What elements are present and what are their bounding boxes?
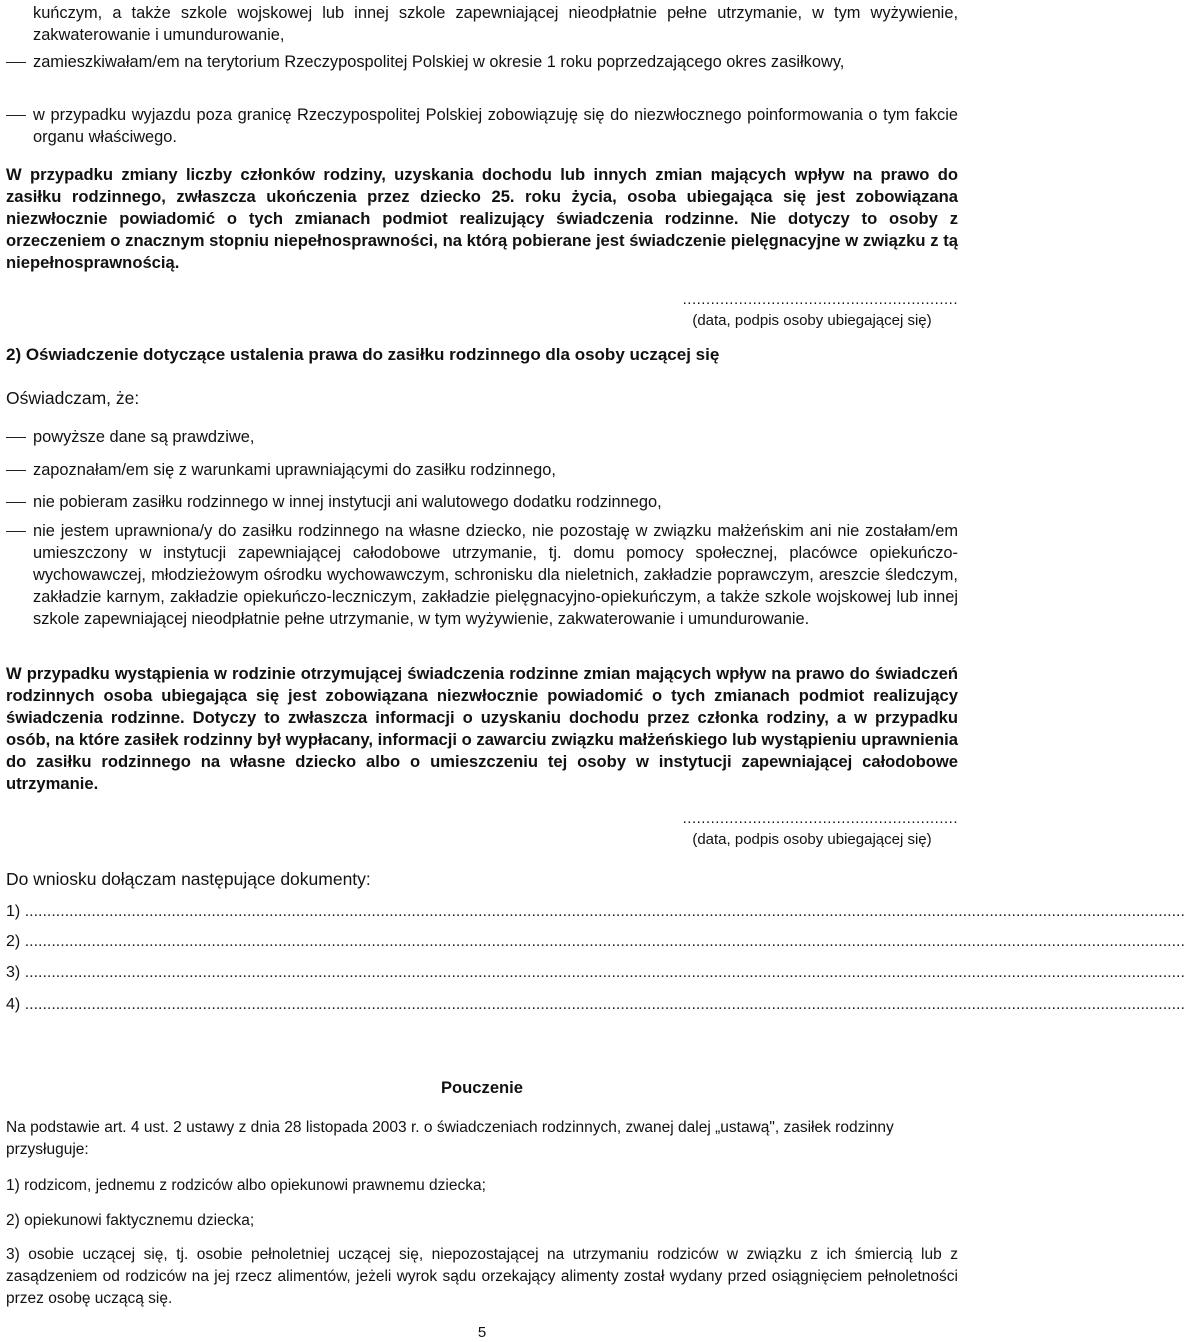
document-line-dots: ..................................................................................................................................................................................................................................................................... bbox=[24, 964, 1185, 981]
list-item bbox=[6, 51, 958, 73]
signature-dots: ........................................................... bbox=[682, 291, 958, 308]
list-item bbox=[6, 491, 958, 513]
document-line-number: 4) bbox=[6, 996, 21, 1013]
dash-bullet bbox=[6, 437, 26, 438]
documents-heading: Do wniosku dołączam następujące dokumenty: bbox=[6, 869, 371, 889]
document-line-dots: ..................................................................................................................................................................................................................................................................... bbox=[24, 996, 1185, 1013]
signature-block bbox=[648, 808, 958, 850]
dash-bullet bbox=[6, 470, 26, 471]
document-line-dots: ..................................................................................................................................................................................................................................................................... bbox=[24, 933, 1185, 950]
document-line bbox=[6, 901, 1185, 923]
notice-paragraph: W przypadku zmiany liczby członków rodziny, uzyskania dochodu lub innych zmian mających wpływ na prawo do zasiłku rodzinnego, zwłaszcza ukończenia przez dziecko 25. roku życia, osoba ubiegająca się jest zobowiązana niezwłocznie powiadomić o tych zmianach podmiot realizujący świadczenia rodzinne. Nie dotyczy to osoby z orzeczeniem o znacznym stopniu niepełnosprawności, na którą pobierane jest świadczenie pielęgnacyjne w związku z tą niepełnosprawnością. bbox=[6, 165, 958, 272]
document-line bbox=[6, 962, 1185, 984]
pouczenie-title: Pouczenie bbox=[440, 1078, 524, 1097]
list-item-text: nie pobieram zasiłku rodzinnego w innej instytucji ani walutowego dodatku rodzinnego, bbox=[33, 493, 662, 511]
signature-caption: (data, podpis osoby ubiegającej się) bbox=[692, 312, 932, 329]
dash-bullet bbox=[6, 531, 26, 532]
pouczenie-item: 3) osobie uczącej się, tj. osobie pełnoletniej uczącej się, niepozostającej na utrzymaniu rodziców w związku z ich śmiercią lub z zasądzeniem od rodziców na jej rzecz alimentów, jeżeli wyrok sądu orzekający alimenty został wydany przed osiągnięciem pełnoletności przez osobę uczącą się. bbox=[6, 1246, 958, 1307]
dash-bullet bbox=[6, 502, 26, 503]
continuation-text: kuńczym, a także szkole wojskowej lub innej szkole zapewniającej nieodpłatnie pełne utrzymanie, w tym wyżywienie, zakwaterowanie i umundurowanie, bbox=[33, 4, 958, 44]
list-item bbox=[6, 459, 958, 481]
pouczenie-item: 2) opiekunowi faktycznemu dziecka; bbox=[6, 1212, 255, 1229]
list-item-text: w przypadku wyjazdu poza granicę Rzeczypospolitej Polskiej zobowiązuję się do niezwłocznego poinformowania o tym fakcie organu właściwego. bbox=[33, 106, 958, 146]
page-number: 5 bbox=[477, 1324, 487, 1341]
notice-paragraph: W przypadku wystąpienia w rodzinie otrzymującej świadczenia rodzinne zmian mających wpływ na prawo do świadczeń rodzinnych osoba ubiegająca się jest zobowiązana niezwłocznie powiadomić o tych zmianach podmiot realizujący świadczenia rodzinne. Dotyczy to zwłaszcza informacji o uzyskaniu dochodu przez członka rodziny, a w przypadku osób, na które zasiłek rodzinny był wypłacany, informacji o zawarciu związku małżeńskiego lub wystąpieniu uprawnienia do zasiłku rodzinnego na własne dziecko albo o umieszczeniu tej osoby w instytucji zapewniającej całodobowe utrzymanie. bbox=[6, 664, 958, 793]
document-line bbox=[6, 994, 1185, 1016]
dash-bullet bbox=[6, 115, 26, 116]
document-line-number: 2) bbox=[6, 933, 21, 950]
pouczenie-item: 1) rodzicom, jednemu z rodziców albo opiekunowi prawnemu dziecka; bbox=[6, 1177, 486, 1194]
list-item bbox=[6, 104, 958, 148]
signature-caption: (data, podpis osoby ubiegającej się) bbox=[692, 831, 932, 848]
pouczenie-intro: Na podstawie art. 4 ust. 2 ustawy z dnia 28 listopada 2003 r. o świadczeniach rodzinnych, zwanej dalej „ustawą", zasiłek rodzinny przysługuje: bbox=[6, 1119, 894, 1158]
document-line bbox=[6, 931, 1185, 953]
dash-bullet bbox=[6, 62, 26, 63]
list-item bbox=[6, 520, 958, 630]
section-title: 2) Oświadczenie dotyczące ustalenia prawa do zasiłku rodzinnego dla osoby uczącej się bbox=[6, 345, 720, 364]
signature-block bbox=[648, 289, 958, 331]
document-line-dots: ..................................................................................................................................................................................................................................................................... bbox=[24, 903, 1185, 920]
list-item-text: zamieszkiwałam/em na terytorium Rzeczypospolitej Polskiej w okresie 1 roku poprzedzającego okres zasiłkowy, bbox=[33, 53, 845, 71]
document-line-number: 1) bbox=[6, 903, 21, 920]
list-item-text: zapoznałam/em się z warunkami uprawniającymi do zasiłku rodzinnego, bbox=[33, 461, 556, 479]
list-item-text: powyższe dane są prawdziwe, bbox=[33, 428, 255, 446]
list-item bbox=[6, 426, 958, 448]
list-item-text: nie jestem uprawniona/y do zasiłku rodzinnego na własne dziecko, nie pozostaję w związku małżeńskim ani nie zostałam/em umieszczony w instytucji zapewniającej całodobowe utrzymanie, tj. domu pomocy społecznej, placówce opiekuńczo-wychowawczej, młodzieżowym ośrodku wychowawczym, schronisku dla nieletnich, zakładzie poprawczym, areszcie śledczym, zakładzie karnym, zakładzie opiekuńczo-leczniczym, zakładzie pielęgnacyjno-opiekuńczym, a także szkole wojskowej lub innej szkole zapewniającej nieodpłatnie pełne utrzymanie, w tym wyżywienie, zakwaterowanie i umundurowanie. bbox=[33, 522, 958, 628]
document-line-number: 3) bbox=[6, 964, 21, 981]
signature-dots: ........................................................... bbox=[682, 810, 958, 827]
section-intro: Oświadczam, że: bbox=[6, 388, 140, 408]
